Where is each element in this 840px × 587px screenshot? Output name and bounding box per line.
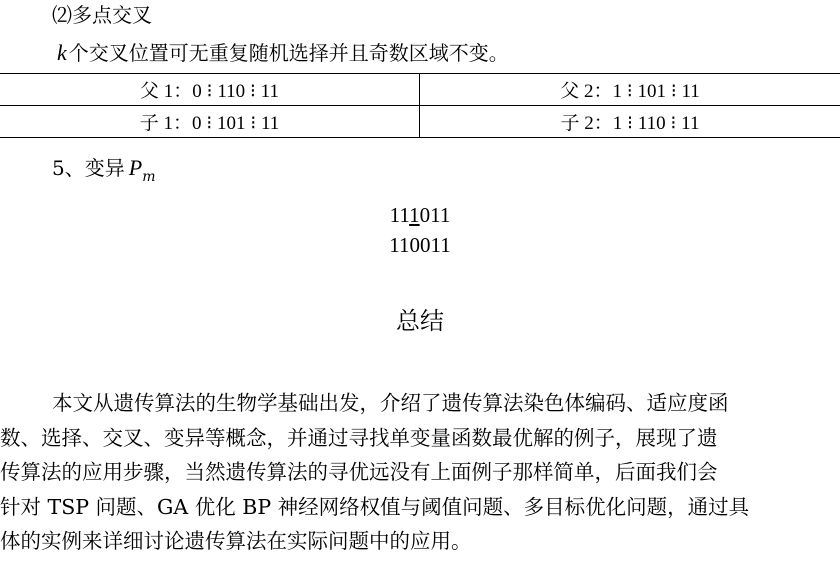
summary-line: 数、选择、交叉、变异等概念，并通过寻找单变量函数最优解的例子，展现了遗 (0, 425, 718, 450)
bitstring-before-mutation (0, 203, 840, 227)
table-cell-child-2: 子 2：1 ⁝ 110 ⁝ 11 (420, 106, 840, 138)
variable-k: k (57, 40, 67, 65)
bitstring-after-mutation: 110011 (389, 233, 451, 257)
summary-line: 本文从遗传算法的生物学基础出发，介绍了遗传算法染色体编码、适应度函 (52, 391, 729, 415)
summary-line: 传算法的应用步骤，当然遗传算法的寻优远没有上面例子那样简单，后面我们会 (0, 460, 718, 485)
multipoint-description-text: 个交叉位置可无重复随机选择并且奇数区域不变。 (68, 41, 509, 65)
section-heading-mutation (52, 154, 155, 185)
crossover-example-table (0, 73, 840, 138)
table-row-children (0, 106, 840, 138)
summary-line: 体的实例来详细讨论遗传算法在实际问题中的应用。 (0, 529, 472, 554)
mutated-bit: 1 (409, 203, 420, 227)
table-cell-parent-2: 父 2：1 ⁝ 101 ⁝ 11 (420, 74, 840, 106)
bits-prefix: 11 (389, 203, 410, 227)
table-cell-child-1: 子 1：0 ⁝ 101 ⁝ 11 (0, 106, 420, 138)
table-row-parents (0, 74, 840, 106)
section-heading-multipoint-crossover: ⑵多点交叉 (52, 3, 152, 27)
summary-paragraph (0, 386, 840, 559)
bits-suffix: 011 (419, 203, 451, 227)
summary-title: 总结 (396, 307, 444, 335)
multipoint-description (57, 40, 509, 66)
mutation-symbol-subscript: m (142, 169, 156, 185)
mutation-symbol: P (128, 155, 143, 180)
summary-line: 针对 TSP 问题、GA 优化 BP 神经网络权值与阈值问题、多目标优化问题，通过具 (0, 494, 750, 519)
mutation-heading-text: 5、变异 (52, 156, 125, 180)
table-cell-parent-1: 父 1：0 ⁝ 110 ⁝ 11 (0, 74, 420, 106)
